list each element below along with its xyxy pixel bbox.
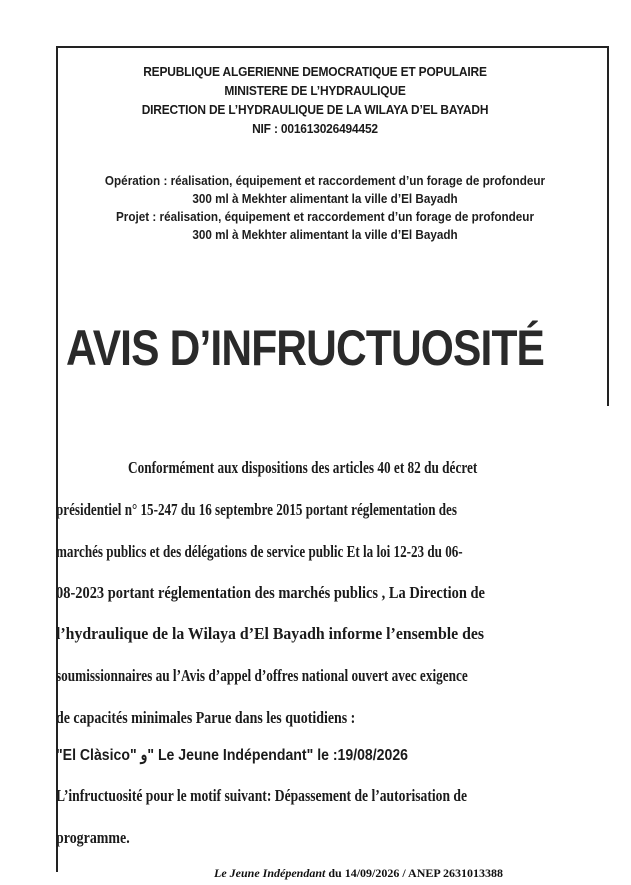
notice-title: AVIS D’INFRUCTUOSITÉ [66, 320, 545, 376]
body-line-5: l’hydraulique de la Wilaya d’El Bayadh informe l’ensemble des [56, 624, 485, 643]
project-line-2: 300 ml à Mekhter alimentant la ville d’El Bayadh [192, 227, 458, 242]
notice-border-right [607, 46, 609, 406]
publication-footer [214, 866, 503, 881]
operation-block [87, 172, 564, 244]
body-line-2: présidentiel n° 15-247 du 16 septembre 2015 portant réglementation des [56, 500, 457, 519]
body-line-4: 08-2023 portant réglementation des marchés publics , La Direction de [56, 583, 485, 602]
body-line-9: programme. [56, 828, 130, 847]
body-line-8: L’infructuosité pour le motif suivant: Dépassement de l’autorisation de [56, 786, 468, 805]
issuer-header [80, 62, 549, 138]
body-line-3: marchés publics et des délégations de service public Et la loi 12-23 du 06- [56, 542, 463, 561]
publication-ref: du 14/09/2026 / ANEP 2631013388 [325, 866, 504, 880]
direction-line: DIRECTION DE L’HYDRAULIQUE DE LA WILAYA D’EL BAYADH [141, 102, 489, 117]
republic-line: REPUBLIQUE ALGERIENNE DEMOCRATIQUE ET POPULAIRE [143, 64, 487, 79]
body-line-1: Conformément aux dispositions des articles 40 et 82 du décret [128, 458, 478, 477]
publication-name: Le Jeune Indépendant [214, 866, 326, 880]
ministry-line: MINISTERE DE L’HYDRAULIQUE [224, 83, 406, 98]
project-line-1: Projet : réalisation, équipement et raccordement d’un forage de profondeur [115, 209, 535, 224]
nif-line: NIF : 001613026494452 [252, 121, 378, 136]
body-line-6: soumissionnaires au l’Avis d’appel d’offres national ouvert avec exigence [56, 666, 468, 685]
operation-line-1: Opération : réalisation, équipement et raccordement d’un forage de profondeur [104, 173, 546, 188]
body-line-7: de capacités minimales Parue dans les quotidiens : [56, 708, 356, 727]
operation-line-2: 300 ml à Mekhter alimentant la ville d’El Bayadh [192, 191, 458, 206]
publication-dates: "El Clàsico" و" Le Jeune Indépendant" le :19/08/2026 [56, 747, 408, 764]
